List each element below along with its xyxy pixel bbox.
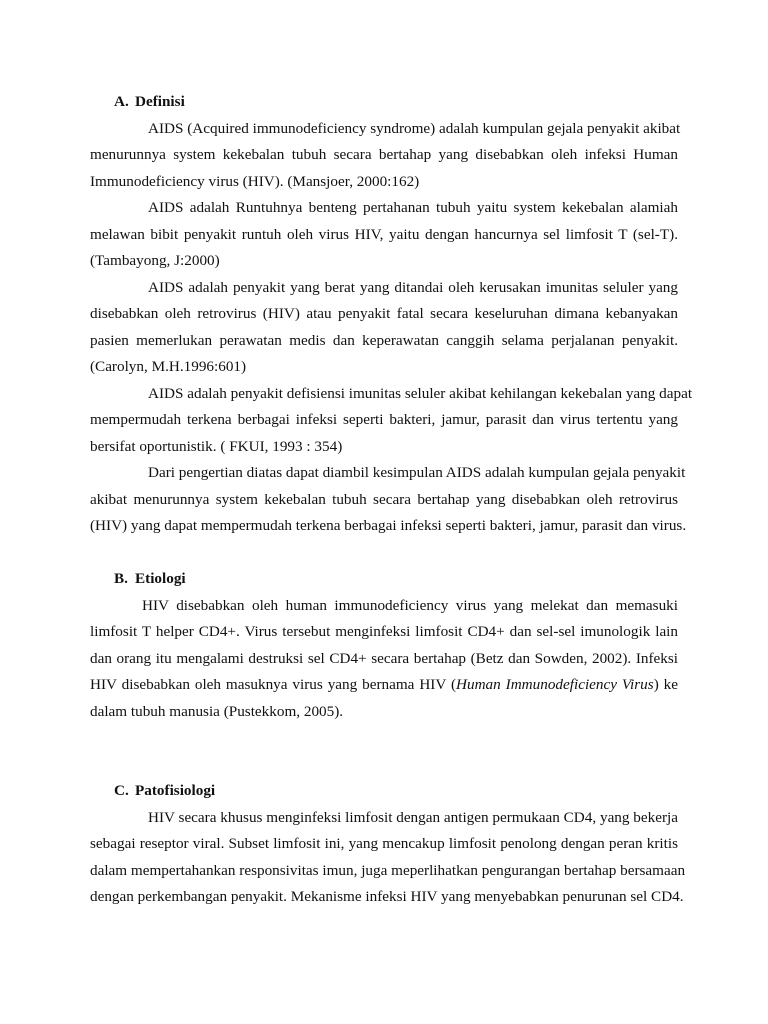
- spacer: [90, 540, 678, 567]
- section-heading-etiologi: [90, 566, 678, 593]
- section-title: Patofisiologi: [135, 782, 216, 799]
- text-line: dan orang itu mengalami destruksi sel CD4+ secara bertahap (Betz dan Sowden, 2002). Infeksi: [90, 649, 678, 667]
- text-line: HIV disebabkan oleh human immunodeficiency virus yang melekat dan memasuki: [142, 596, 678, 614]
- text-line: mempermudah terkena berbagai infeksi seperti bakteri, jamur, parasit dan virus tertentu yang: [90, 411, 678, 428]
- text-line: melawan bibit penyakit runtuh oleh virus HIV, yaitu dengan hancurnya sel limfosit T (sel-T).: [90, 225, 678, 243]
- text-line: AIDS (Acquired immunodeficiency syndrome) adalah kumpulan gejala penyakit akibat: [148, 119, 681, 137]
- paragraph: [90, 460, 687, 540]
- section-heading-definisi: [90, 89, 678, 116]
- paragraph: [90, 116, 681, 196]
- text-line: pasien memerlukan perawatan medis dan keperawatan canggih selama perjalanan penyakit.: [90, 331, 678, 349]
- italic-term: Human Immunodeficiency Virus: [456, 676, 654, 693]
- paragraph: [90, 381, 693, 461]
- text-line: bersifat oportunistik. ( FKUI, 1993 : 354): [90, 437, 343, 455]
- text-line: dalam mempertahankan responsivitas imun, juga meperlihatkan pengurangan bertahap bersamaan: [90, 861, 686, 879]
- spacer: [90, 725, 678, 778]
- section-letter: B.: [114, 570, 128, 587]
- text-segment: ) ke: [653, 676, 678, 693]
- text-line: AIDS adalah penyakit defisiensi imunitas seluler akibat kehilangan kekebalan yang dapat: [148, 384, 693, 402]
- paragraph: [90, 805, 686, 911]
- text-line-with-italic: [90, 672, 678, 699]
- text-line: Immunodeficiency virus (HIV). (Mansjoer, 2000:162): [90, 172, 420, 190]
- text-line: sebagai reseptor viral. Subset limfosit ini, yang mencakup limfosit penolong dengan peran kritis: [90, 835, 678, 852]
- text-line: (HIV) yang dapat mempermudah terkena berbagai infeksi seperti bakteri, jamur, parasit dan virus.: [90, 517, 687, 534]
- text-line: (Carolyn, M.H.1996:601): [90, 358, 247, 375]
- text-line: Dari pengertian diatas dapat diambil kesimpulan AIDS adalah kumpulan gejala penyakit: [148, 464, 686, 481]
- text-line: dengan perkembangan penyakit. Mekanisme infeksi HIV yang menyebabkan penurunan sel CD4.: [90, 888, 684, 905]
- text-line: (Tambayong, J:2000): [90, 252, 220, 269]
- paragraph: [90, 195, 678, 275]
- text-line: limfosit T helper CD4+. Virus tersebut menginfeksi limfosit CD4+ dan sel-sel imunologik lain: [90, 623, 678, 640]
- text-line: menurunnya system kekebalan tubuh secara bertahap yang disebabkan oleh infeksi Human: [90, 146, 678, 163]
- text-line: akibat menurunnya system kekebalan tubuh secara bertahap yang disebabkan oleh retrovirus: [90, 490, 678, 508]
- text-line: dalam tubuh manusia (Pustekkom, 2005).: [90, 702, 344, 720]
- section-title: Definisi: [135, 93, 185, 110]
- section-title: Etiologi: [135, 570, 186, 587]
- text-line: AIDS adalah Runtuhnya benteng pertahanan tubuh yaitu system kekebalan alamiah: [148, 199, 678, 216]
- paragraph: [90, 275, 678, 381]
- section-letter: A.: [114, 93, 129, 110]
- paragraph: [90, 593, 678, 726]
- text-line: AIDS adalah penyakit yang berat yang ditandai oleh kerusakan imunitas seluler yang: [148, 278, 678, 296]
- section-letter: C.: [114, 782, 129, 799]
- section-heading-patofisiologi: [90, 778, 678, 805]
- text-line: HIV secara khusus menginfeksi limfosit dengan antigen permukaan CD4, yang bekerja: [148, 808, 678, 826]
- text-line: disebabkan oleh retrovirus (HIV) atau penyakit fatal secara keseluruhan dimana kebanyakan: [90, 305, 678, 322]
- text-segment: HIV disebabkan oleh masuknya virus yang bernama HIV (: [90, 676, 457, 693]
